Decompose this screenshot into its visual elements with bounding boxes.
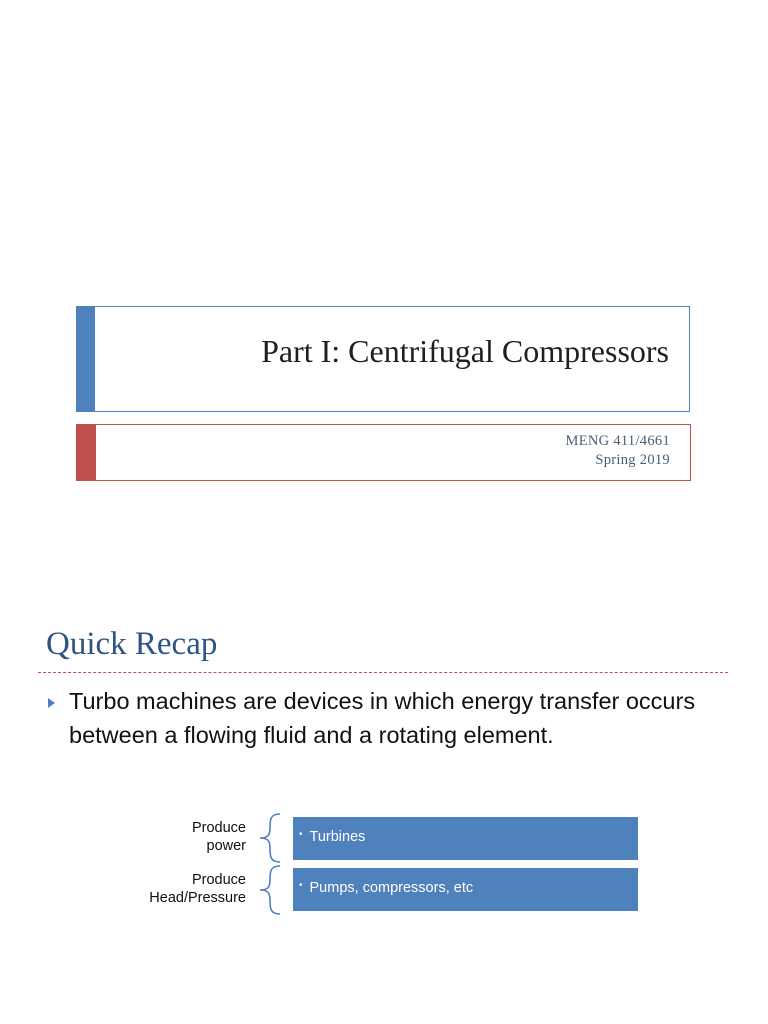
bullet-dot-icon: • (299, 880, 303, 892)
semester: Spring 2019 (595, 452, 670, 468)
bullet-text: Turbo machines are devices in which energy transfer occurs between a flowing fluid and a rotating element. (69, 688, 696, 748)
item-box-turbines (293, 817, 638, 860)
row-label-head-pressure (149, 871, 246, 907)
title-box (76, 306, 690, 412)
course-code: MENG 411/4661 (565, 433, 670, 449)
triangle-right-icon (48, 698, 55, 708)
curly-brace-icon (254, 864, 284, 916)
bullet-dot-icon: • (299, 829, 303, 841)
curly-brace-icon (254, 812, 284, 864)
slide-title-text: Part I: Centrifugal Compressors (261, 333, 669, 369)
row-label-line: Produce (191, 872, 246, 888)
row-label-power (192, 819, 246, 855)
row-label-line: Produce (191, 820, 246, 836)
item-text: Turbines (309, 829, 366, 845)
item-text: Pumps, compressors, etc (309, 880, 474, 896)
row-label-line: power (206, 838, 246, 854)
subtitle-box (76, 424, 691, 481)
subtitle-accent-bar (77, 425, 96, 480)
title-divider (38, 672, 728, 673)
slide-quick-recap (0, 560, 768, 1024)
row-label-line: Head/Pressure (149, 890, 246, 906)
subtitle-text (566, 432, 670, 470)
item-box-pumps (293, 868, 638, 911)
title-accent-bar (77, 307, 95, 411)
recap-title: Quick Recap (46, 626, 218, 662)
